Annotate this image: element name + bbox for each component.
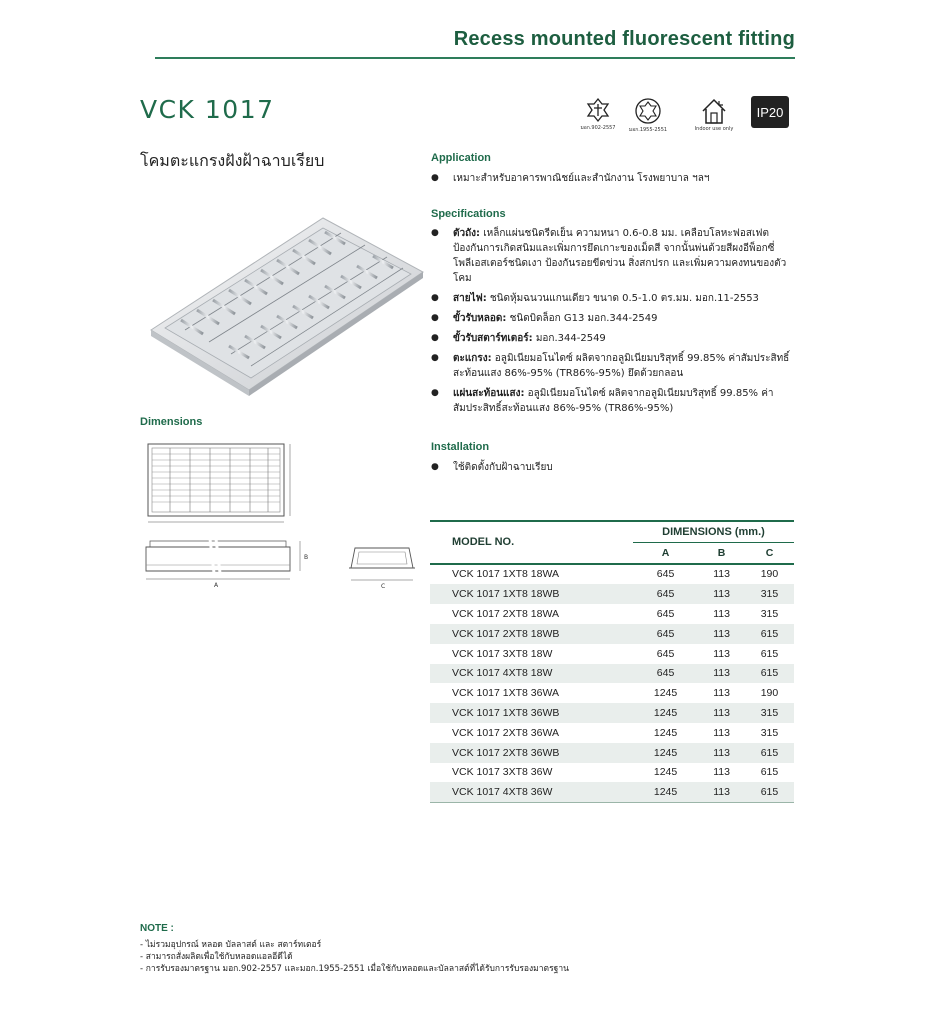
bullet-icon: ● <box>431 388 439 398</box>
spec-text: ชนิดหุ้มฉนวนแกนเดียว ขนาด 0.5-1.0 ตร.มม. มอก.11-2553 <box>486 293 759 304</box>
model-cell: VCK 1017 2XT8 18WB <box>430 624 633 644</box>
model-cell: VCK 1017 1XT8 18WA <box>452 568 559 581</box>
dim-b-cell: 113 <box>698 584 745 604</box>
table-row <box>430 644 794 664</box>
spec-text: ชนิดบิดล็อก G13 มอก.344-2549 <box>506 313 658 324</box>
spec-text: มอก.344-2549 <box>532 333 606 344</box>
dim-b-cell: 113 <box>698 703 745 723</box>
product-model: VCK 1017 <box>140 95 275 124</box>
product-name-thai: โคมตะแกรงฝังฝ้าฉาบเรียบ <box>140 151 325 170</box>
tis-mark <box>574 97 622 132</box>
model-cell: VCK 1017 1XT8 18WB <box>430 584 633 604</box>
dim-b-cell: 113 <box>698 664 745 684</box>
model-column-header: MODEL NO. <box>430 521 633 564</box>
table-row <box>430 703 794 723</box>
tis-safety-mark-caption: มอก.1955-2551 <box>628 127 668 133</box>
application-list <box>431 171 801 191</box>
model-cell: VCK 1017 2XT8 36WA <box>452 726 559 739</box>
tis-mark-caption: มอก.902-2557 <box>580 125 616 131</box>
dim-c-cell: 615 <box>745 743 794 763</box>
spec-label: ขั้วรับสตาร์ทเตอร์: <box>453 333 533 344</box>
indoor-use-caption: Indoor use only <box>694 126 734 132</box>
model-cell: VCK 1017 2XT8 36WB <box>430 743 633 763</box>
ip-rating-badge: IP20 <box>751 96 789 128</box>
column-a-header: A <box>633 542 698 563</box>
spec-item-body <box>431 226 801 286</box>
dim-b-cell: 113 <box>713 687 730 700</box>
table-row <box>430 683 794 703</box>
dim-label-b: B <box>304 554 309 561</box>
table-row <box>430 782 794 802</box>
dim-a-cell: 645 <box>656 647 675 660</box>
model-cell: VCK 1017 4XT8 18W <box>430 664 633 684</box>
column-c-header: C <box>745 542 794 563</box>
installation-text: ใช้ติดตั้งกับฝ้าฉาบเรียบ <box>453 462 553 473</box>
note-item: - สามารถสั่งผลิตเพื่อใช้กับหลอดแอลอีดีได้ <box>140 952 293 962</box>
indoor-use-icon <box>699 97 729 125</box>
dim-c-cell: 315 <box>760 608 779 621</box>
list-item <box>431 460 801 475</box>
spec-text: อลูมิเนียมอโนไดซ์ ผลิตจากอลูมิเนียมบริสุทธิ์ 99.85% ค่าสัมประสิทธิ์สะท้อนแสง 86%-95% (TR86%-95%) ยึดด้วยกลอน <box>453 353 790 379</box>
dim-c-cell: 615 <box>745 782 794 802</box>
spec-label: ขั้วรับหลอด: <box>453 313 507 324</box>
end-view-drawing <box>345 540 425 595</box>
specifications-list <box>431 226 801 421</box>
dim-b-cell: 113 <box>713 647 730 660</box>
model-cell: VCK 1017 2XT8 18WA <box>452 608 559 621</box>
note-heading: NOTE : <box>140 923 174 934</box>
table-row <box>430 664 794 684</box>
table-header-row <box>430 521 794 542</box>
model-cell: VCK 1017 4XT8 36W <box>430 782 633 802</box>
dim-b-cell: 113 <box>713 608 730 621</box>
dim-a-cell: 645 <box>633 624 698 644</box>
spec-item-starter <box>431 331 801 346</box>
table-row <box>430 624 794 644</box>
document-title: Recess mounted fluorescent fitting <box>453 28 795 50</box>
table-row <box>430 743 794 763</box>
spec-label: แผ่นสะท้อนแสง: <box>453 388 525 399</box>
spec-item-wire <box>431 291 801 306</box>
model-cell: VCK 1017 3XT8 36W <box>452 766 553 779</box>
dim-a-cell: 1245 <box>633 703 698 723</box>
dim-a-cell: 645 <box>656 608 675 621</box>
dim-c-cell: 615 <box>760 647 779 660</box>
tis-mark-icon <box>584 97 612 123</box>
dim-a-cell: 1245 <box>633 782 698 802</box>
dim-c-cell: 190 <box>760 568 779 581</box>
tis-safety-mark <box>624 97 672 134</box>
dim-a-cell: 645 <box>633 664 698 684</box>
spec-label: สายไฟ: <box>453 293 487 304</box>
model-cell: VCK 1017 1XT8 36WB <box>430 703 633 723</box>
dimensions-column-header: DIMENSIONS (mm.) <box>633 521 794 542</box>
bullet-icon: ● <box>431 333 439 343</box>
spec-label: ตัวถัง: <box>453 228 481 239</box>
spec-item-reflector <box>431 386 801 416</box>
tis-safety-mark-icon <box>634 97 662 125</box>
dimensions-heading: Dimensions <box>140 416 203 428</box>
list-item <box>431 171 801 186</box>
spec-label: ตะแกรง: <box>453 353 492 364</box>
spec-text: อลูมิเนียมอโนไดซ์ ผลิตจากอลูมิเนียมบริสุทธิ์ 99.85% ค่าสัมประสิทธิ์สะท้อนแสง 86%-95% (TR86%-95%) <box>453 388 774 414</box>
dim-c-cell: 190 <box>760 687 779 700</box>
table-row <box>430 564 794 585</box>
dim-b-cell: 113 <box>713 568 730 581</box>
spec-item-lampholder <box>431 311 801 326</box>
dim-c-cell: 315 <box>745 584 794 604</box>
table-row <box>430 584 794 604</box>
model-cell: VCK 1017 1XT8 36WA <box>452 687 559 700</box>
table-row <box>430 604 794 624</box>
spec-text: เหล็กแผ่นชนิดรีดเย็น ความหนา 0.6-0.8 มม. เคลือบโลหะฟอสเฟต ป้องกันการเกิดสนิมและเพิ่มการยึดเกาะของเม็ดสี จากนั้นพ่นด้วยสีผงอีพ็อกซี่ โพลีเอสเตอร์ชนิดเงา ป้องกันรอยขีดข่วน สิ่งสกปรก และเพิ่มความคงทนของตัวโคม <box>453 228 787 284</box>
bullet-icon: ● <box>431 462 439 472</box>
dim-c-cell: 315 <box>760 726 779 739</box>
product-photo <box>145 200 425 400</box>
dim-b-cell: 113 <box>713 766 730 779</box>
installation-list <box>431 460 801 480</box>
bullet-icon: ● <box>431 173 439 183</box>
side-view-drawing <box>140 535 320 595</box>
bullet-icon: ● <box>431 228 439 238</box>
table-row <box>430 723 794 743</box>
dim-c-cell: 615 <box>745 624 794 644</box>
dim-a-cell: 1245 <box>633 743 698 763</box>
bullet-icon: ● <box>431 313 439 323</box>
dim-b-cell: 113 <box>698 624 745 644</box>
notes-list <box>140 939 569 975</box>
installation-heading: Installation <box>431 441 490 453</box>
top-view-drawing <box>140 440 300 530</box>
dim-label-a: A <box>214 582 219 589</box>
dim-c-cell: 615 <box>760 766 779 779</box>
application-text: เหมาะสำหรับอาคารพาณิชย์และสำนักงาน โรงพยาบาล ฯลฯ <box>453 173 710 184</box>
dim-label-c: C <box>381 583 386 590</box>
dim-b-cell: 113 <box>713 726 730 739</box>
dim-b-cell: 113 <box>698 782 745 802</box>
column-b-header: B <box>698 542 745 563</box>
dim-a-cell: 1245 <box>653 687 678 700</box>
dim-a-cell: 1245 <box>653 766 678 779</box>
dim-c-cell: 615 <box>745 664 794 684</box>
specifications-heading: Specifications <box>431 208 506 220</box>
bullet-icon: ● <box>431 293 439 303</box>
dim-a-cell: 1245 <box>653 726 678 739</box>
model-dimensions-table <box>430 520 794 803</box>
dim-a-cell: 645 <box>656 568 675 581</box>
note-item: - การรับรองมาตรฐาน มอก.902-2557 และมอก.1955-2551 เมื่อใช้กับหลอดและบัลลาสต์ที่ได้รับการรับรองมาตรฐาน <box>140 964 569 974</box>
note-item: - ไม่รวมอุปกรณ์ หลอด บัลลาสต์ และ สตาร์ทเตอร์ <box>140 940 322 950</box>
model-cell: VCK 1017 3XT8 18W <box>452 647 553 660</box>
application-heading: Application <box>431 152 491 164</box>
spec-item-louvre <box>431 351 801 381</box>
table-row <box>430 763 794 783</box>
header-divider <box>155 57 795 59</box>
indoor-use <box>690 97 738 132</box>
dim-b-cell: 113 <box>698 743 745 763</box>
dim-a-cell: 645 <box>633 584 698 604</box>
bullet-icon: ● <box>431 353 439 363</box>
dim-c-cell: 315 <box>745 703 794 723</box>
